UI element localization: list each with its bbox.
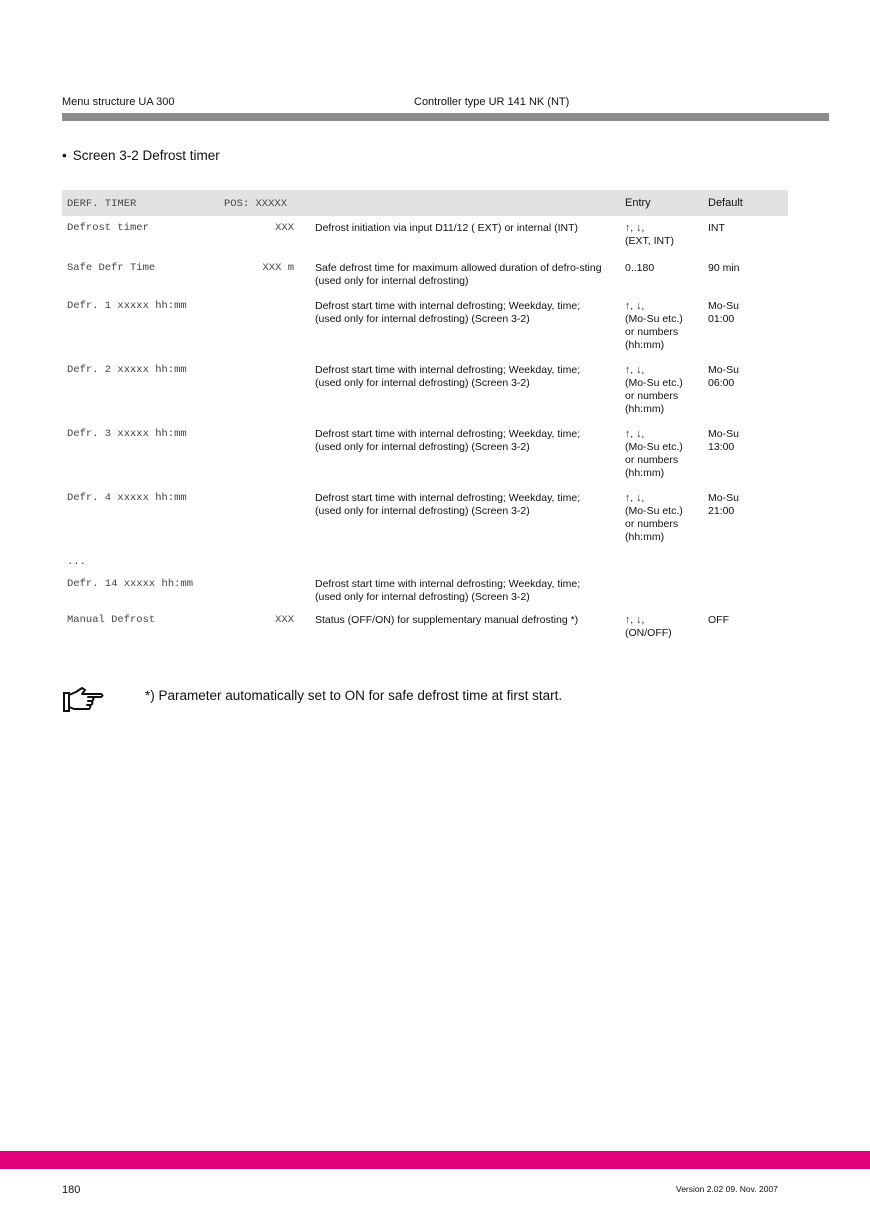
section-heading xyxy=(62,148,220,163)
param-description: Defrost initiation via input D11/12 ( EXT) or internal (INT) xyxy=(315,222,578,234)
header-menu-name: DERF. TIMER xyxy=(67,198,137,210)
table-row xyxy=(62,422,788,486)
param-entry: ↑, ↓, (EXT, INT) xyxy=(625,222,674,247)
table-row xyxy=(62,608,788,644)
footer-accent-bar xyxy=(0,1151,870,1169)
param-entry: ↑, ↓, (ON/OFF) xyxy=(625,614,672,639)
table-row xyxy=(62,256,788,294)
param-value: XXX m xyxy=(262,262,294,274)
table-row xyxy=(62,294,788,358)
header-entry: Entry xyxy=(625,197,651,209)
section-title: Screen 3-2 Defrost timer xyxy=(72,148,220,163)
table-row xyxy=(62,486,788,550)
param-name: Defr. 1 xxxxx hh:mm xyxy=(67,300,187,312)
param-default: INT xyxy=(708,222,725,234)
param-description: Defrost start time with internal defrosting; Weekday, time; (used only for internal defrosting) (Screen 3-2) xyxy=(315,364,581,389)
header-left: Menu structure UA 300 xyxy=(62,96,175,108)
header-rule xyxy=(62,113,829,121)
header-position: POS: XXXXX xyxy=(224,198,288,210)
param-entry: 0..180 xyxy=(625,262,655,274)
param-description: Defrost start time with internal defrosting; Weekday, time; (used only for internal defrosting) (Screen 3-2) xyxy=(315,300,581,325)
pointing-hand-icon xyxy=(62,686,106,714)
param-default: Mo-Su 13:00 xyxy=(708,428,739,453)
page-number: 180 xyxy=(62,1184,81,1196)
table-row-ellipsis xyxy=(62,550,788,572)
header-default: Default xyxy=(708,197,743,209)
param-description: Defrost start time with internal defrosting; Weekday, time; (used only for internal defrosting) (Screen 3-2) xyxy=(315,578,581,603)
param-entry: ↑, ↓, (Mo-Su etc.) or numbers (hh:mm) xyxy=(625,300,683,351)
ellipsis: ... xyxy=(67,556,86,568)
param-description: Status (OFF/ON) for supplementary manual defrosting *) xyxy=(315,614,579,626)
param-name: Defr. 2 xxxxx hh:mm xyxy=(67,364,187,376)
footnote-text: *) Parameter automatically set to ON for safe defrost time at first start. xyxy=(145,688,563,703)
param-entry: ↑, ↓, (Mo-Su etc.) or numbers (hh:mm) xyxy=(625,428,683,479)
table-row xyxy=(62,216,788,256)
param-name: Defr. 4 xxxxx hh:mm xyxy=(67,492,187,504)
param-default: Mo-Su 21:00 xyxy=(708,492,739,517)
param-entry: ↑, ↓, (Mo-Su etc.) or numbers (hh:mm) xyxy=(625,364,683,415)
param-default: Mo-Su 01:00 xyxy=(708,300,739,325)
param-description: Safe defrost time for maximum allowed duration of defro-sting (used only for internal defrosting) xyxy=(315,262,602,287)
table-row xyxy=(62,572,788,608)
table-header xyxy=(62,190,788,216)
param-value: XXX xyxy=(275,222,294,234)
param-value: XXX xyxy=(275,614,294,626)
param-name: Safe Defr Time xyxy=(67,262,156,274)
param-name: Manual Defrost xyxy=(67,614,156,626)
param-description: Defrost start time with internal defrosting; Weekday, time; (used only for internal defrosting) (Screen 3-2) xyxy=(315,428,581,453)
version-info: Version 2.02 09. Nov. 2007 xyxy=(676,1184,778,1194)
table-row xyxy=(62,358,788,422)
param-name: Defr. 3 xxxxx hh:mm xyxy=(67,428,187,440)
param-default: 90 min xyxy=(708,262,740,274)
header-center: Controller type UR 141 NK (NT) xyxy=(414,96,570,108)
param-default: OFF xyxy=(708,614,729,626)
param-description: Defrost start time with internal defrosting; Weekday, time; (used only for internal defrosting) (Screen 3-2) xyxy=(315,492,581,517)
bullet-marker: • xyxy=(62,148,67,163)
param-name: Defrost timer xyxy=(67,222,149,234)
param-default: Mo-Su 06:00 xyxy=(708,364,739,389)
param-entry: ↑, ↓, (Mo-Su etc.) or numbers (hh:mm) xyxy=(625,492,683,543)
param-name: Defr. 14 xxxxx hh:mm xyxy=(67,578,194,590)
parameter-table xyxy=(62,190,788,644)
